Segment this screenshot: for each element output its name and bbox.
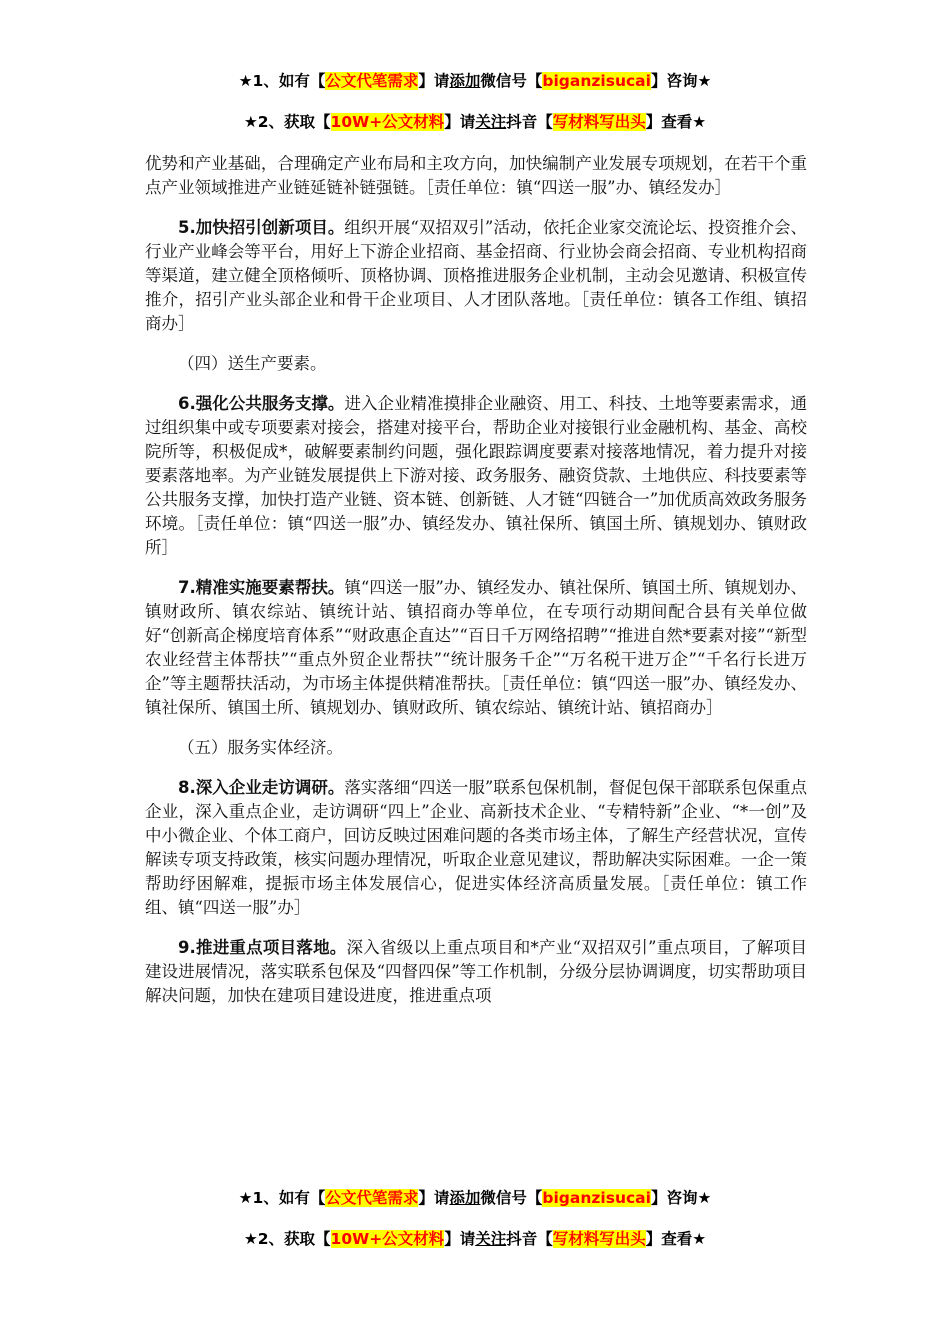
header-1-mid: 】请 <box>418 72 450 90</box>
item-5-heading: 5.加快招引创新项目。 <box>178 218 345 237</box>
footer-1-underlined: 添加 <box>449 1189 481 1207</box>
paragraph-item-9 <box>145 936 807 1008</box>
item-9-text: 深入省级以上重点项目和*产业“双招双引”重点项目，了解项目建设进展情况，落实联系包保及“四督四保”等工作机制，分级分层协调调度，切实帮助项目解决问题，加快在建项目建设进度，推进重点项 <box>145 938 808 1005</box>
header-2-prefix: ★2、获取【 <box>243 113 331 131</box>
footer-1-mid2: 微信号【 <box>480 1189 543 1207</box>
footer-1-highlight-wechat: biganzisucai <box>542 1189 651 1207</box>
footer-2-highlight-douyin: 写材料写出头 <box>552 1230 646 1248</box>
header-1-underlined: 添加 <box>449 72 481 90</box>
item-7-text: 镇“四送一服”办、镇经发办、镇社保所、镇国土所、镇规划办、镇财政所、镇农综站、镇统计站、镇招商办等单位，在专项行动期间配合县有关单位做好“创新高企梯度培育体系”“财政惠企直达”“百日千万网络招聘”“推进自然*要素对接”“新型农业经营主体帮扶”“重点外贸企业帮扶”“统计服务千企”“万名税干进万企”“千名行长进万企”等主题帮扶活动，为市场主体提供精准帮扶。［责任单位：镇“四送一服”办、镇经发办、镇社保所、镇国土所、镇规划办、镇财政所、镇农综站、镇统计站、镇招商办］ <box>145 578 808 717</box>
header-2-mid2: 抖音【 <box>506 113 553 131</box>
header-1-prefix: ★1、如有【 <box>238 72 326 90</box>
item-7-heading: 7.精准实施要素帮扶。 <box>178 578 345 597</box>
header-line-2 <box>0 111 950 133</box>
footer-1-mid: 】请 <box>418 1189 450 1207</box>
paragraph-item-6 <box>145 392 807 560</box>
footer-line-1 <box>0 1187 950 1209</box>
footer-1-suffix: 】咨询★ <box>650 1189 712 1207</box>
footer-2-prefix: ★2、获取【 <box>243 1230 331 1248</box>
item-9-heading: 9.推进重点项目落地。 <box>178 938 347 957</box>
item-8-text: 落实落细“四送一服”联系包保机制，督促包保干部联系包保重点企业，深入重点企业，走访调研“四上”企业、高新技术企业、“专精特新”企业、“*一创”及中小微企业、个体工商户，回访反映过困难问题的各类市场主体，了解生产经营状况，宣传解读专项支持政策，核实问题办理情况，听取企业意见建议，帮助解决实际困难。一企一策帮助纾困解难，提振市场主体发展信心，促进实体经济高质量发展。［责任单位：镇工作组、镇“四送一服”办］ <box>145 778 808 917</box>
paragraph-item-8 <box>145 776 807 920</box>
item-6-heading: 6.强化公共服务支撑。 <box>178 394 345 413</box>
header-1-mid2: 微信号【 <box>480 72 543 90</box>
footer-1-prefix: ★1、如有【 <box>238 1189 326 1207</box>
footer-2-suffix: 】查看★ <box>645 1230 707 1248</box>
footer-2-mid: 】请 <box>444 1230 476 1248</box>
footer-2-highlight-materials: 10W+公文材料 <box>330 1230 445 1248</box>
section-heading-5: （五）服务实体经济。 <box>178 738 343 757</box>
paragraph-item-7 <box>145 576 807 720</box>
header-2-mid: 】请 <box>444 113 476 131</box>
section-heading-4: （四）送生产要素。 <box>178 354 327 373</box>
item-8-heading: 8.深入企业走访调研。 <box>178 778 345 797</box>
header-2-highlight-materials: 10W+公文材料 <box>330 113 445 131</box>
document-body <box>145 152 807 1024</box>
footer-2-mid2: 抖音【 <box>506 1230 553 1248</box>
header-2-suffix: 】查看★ <box>645 113 707 131</box>
paragraph-item-5 <box>145 216 807 336</box>
header-line-1 <box>0 70 950 92</box>
header-1-highlight-wechat: biganzisucai <box>542 72 651 90</box>
header-1-highlight-service: 公文代笔需求 <box>325 72 419 90</box>
item-6-text: 进入企业精准摸排企业融资、用工、科技、土地等要素需求，通过组织集中或专项要素对接会，搭建对接平台，帮助企业对接银行业金融机构、基金、高校院所等，积极促成*，破解要素制约问题，强化跟踪调度要素对接落地情况，着力提升对接要素落地率。为产业链发展提供上下游对接、政务服务、融资贷款、土地供应、科技要素等公共服务支撑，加快打造产业链、资本链、创新链、人才链“四链合一”加优质高效政务服务环境。［责任单位：镇“四送一服”办、镇经发办、镇社保所、镇国土所、镇规划办、镇财政所］ <box>145 394 808 557</box>
header-2-highlight-douyin: 写材料写出头 <box>552 113 646 131</box>
header-2-underlined: 关注 <box>475 113 507 131</box>
paragraph-continued: 优势和产业基础，合理确定产业布局和主攻方向，加快编制产业发展专项规划，在若干个重点产业领域推进产业链延链补链强链。［责任单位：镇“四送一服”办、镇经发办］ <box>145 154 807 197</box>
footer-1-highlight-service: 公文代笔需求 <box>325 1189 419 1207</box>
header-1-suffix: 】咨询★ <box>650 72 712 90</box>
item-5-text: 组织开展“双招双引”活动，依托企业家交流论坛、投资推介会、行业产业峰会等平台，用好上下游企业招商、基金招商、行业协会商会招商、专业机构招商等渠道，建立健全顶格倾听、顶格协调、顶格推进服务企业机制，主动会见邀请、积极宣传推介，招引产业头部企业和骨干企业项目、人才团队落地。［责任单位：镇各工作组、镇招商办］ <box>145 218 808 333</box>
footer-line-2 <box>0 1228 950 1250</box>
footer-2-underlined: 关注 <box>475 1230 507 1248</box>
